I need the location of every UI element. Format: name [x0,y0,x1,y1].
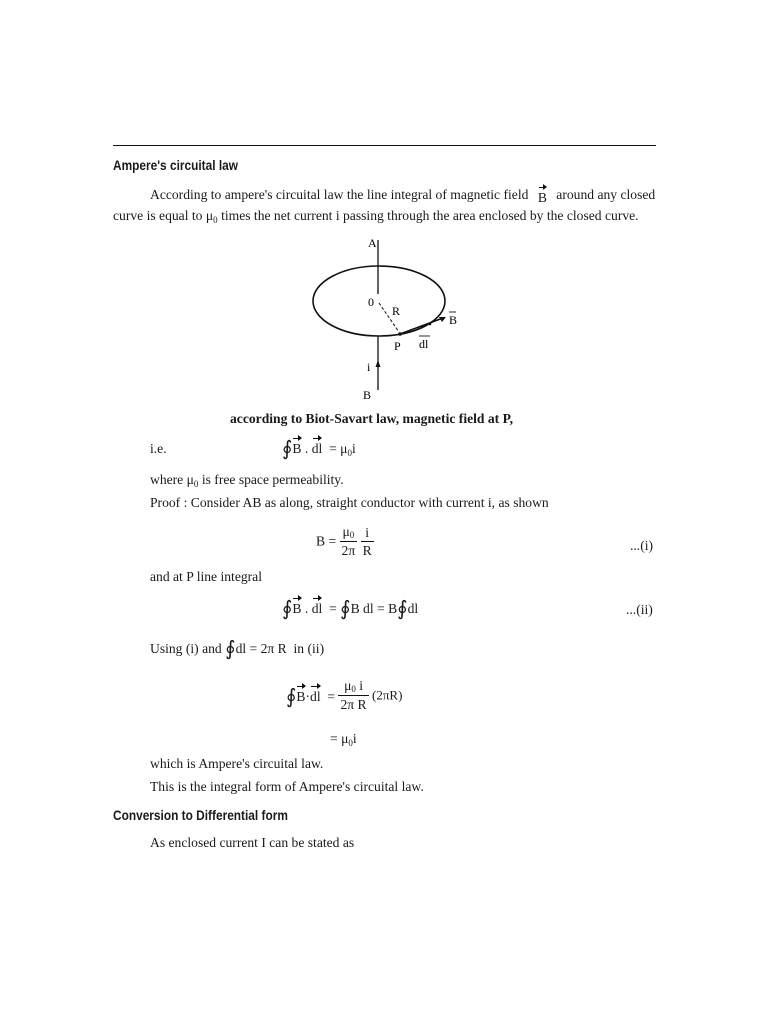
closed-loop-ellipse [313,266,445,336]
equation-ampere-integral: ∮B . dl = $\mu_0i$ [282,438,356,460]
ie-label: i.e. [150,441,167,456]
equation-1: B = $\frac{\mu 0}{2\pi}$ $\frac{i}{R}$ [316,524,372,558]
equation-4: = $\mu_0i$ [330,731,357,748]
integral-form-line: This is the integral form of Ampere's circuital law. [150,779,424,794]
fraction-mu0i-over-2piR: $\frac{\mu 0 i}{\text{2π R}}$ [340,678,367,712]
equation-2-tag: ...(ii) [626,602,653,617]
diagram-caption: according to Biot-Savart law, magnetic field at P, [230,411,514,426]
label-A: A [368,236,377,250]
proof-line: Proof : Consider AB as along, straight conductor with current i, as shown [150,495,549,510]
intro-text-2b: times the net current i passing through the area enclosed by the closed curve. [221,208,639,223]
intro-text-2a: curve is equal to [113,208,203,223]
where-line: where $\mu_0$ is free space permeability. [150,472,344,489]
fraction-mu0-over-2pi: $\frac{\mu 0}{2\pi}$ [341,524,356,558]
equation-1-tag: ...(i) [630,538,654,553]
equation-2: ∮B . dl = ∮B dl = B∮dl [282,598,419,620]
vector-b-symbol: B [538,187,547,209]
label-dl: dl [419,337,429,351]
intro-line-2 [113,205,639,228]
label-P: P [394,339,401,353]
label-R: R [392,304,401,318]
intro-line-1 [150,184,655,206]
equation-3: ∮B·dl = $\frac{\mu 0 i}{\text{2π R}}$ (2πR) [286,678,403,712]
top-rule [113,145,656,146]
section-heading-amperes-law: Ampere's circuital law [113,158,238,173]
contour-integral-symbol: ∮ [282,438,293,460]
section-heading-differential: Conversion to Differential form [113,808,288,823]
current-arrowhead [376,360,381,367]
label-B: B [363,388,372,402]
using-line: Using (i) and ∮dl = 2π R in (ii) [150,638,325,660]
vector-dl: dl [312,438,323,460]
which-line: which is Ampere's circuital law. [150,756,324,771]
line-integral-text: and at P line integral [150,569,262,584]
label-B-vector: B [449,313,458,327]
fraction-i-over-R: $\frac{i}{R}$ [362,524,372,558]
intro-text-1a: According to ampere's circuital law the line integral of magnetic field [150,187,529,202]
enclosed-current-line: As enclosed current I can be stated as [150,835,355,850]
mu0-symbol: $\mu_0$ [205,208,218,225]
intro-text-1b: around any closed [556,187,656,202]
vector-B: B [292,438,301,460]
label-O: 0 [368,295,374,309]
label-i: i [367,360,371,374]
circuital-loop-diagram [300,232,470,407]
